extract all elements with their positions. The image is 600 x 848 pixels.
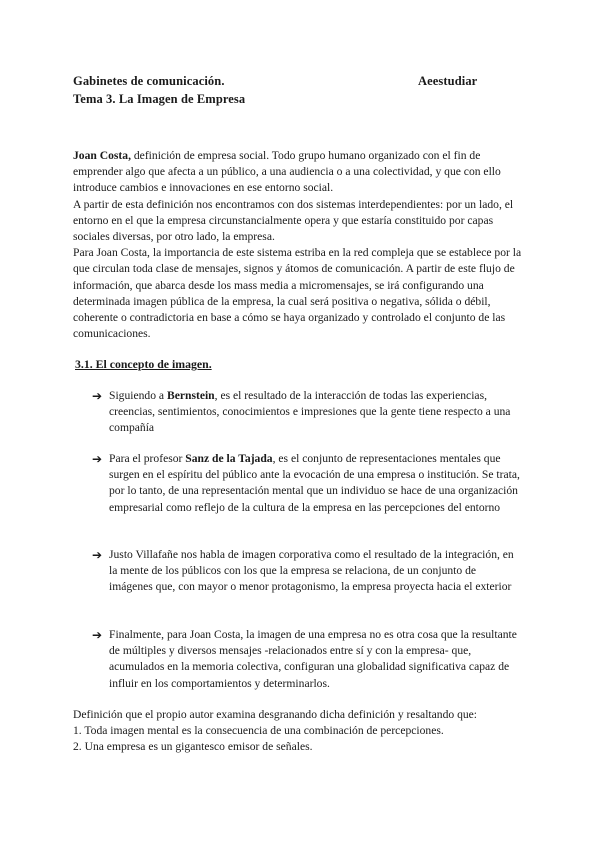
intro-paragraph-1 bbox=[73, 148, 531, 197]
arrow-icon: ➔ bbox=[92, 628, 103, 642]
closing-item-1: 1. Toda imagen mental es la consecuencia de una combinación de percepciones. bbox=[73, 724, 444, 738]
course-title: Gabinetes de comunicación. bbox=[73, 74, 225, 88]
closing-text bbox=[73, 707, 543, 756]
arrow-icon: ➔ bbox=[92, 548, 103, 562]
arrow-icon: ➔ bbox=[92, 452, 103, 466]
closing-intro: Definición que el propio autor examina desgranando dicha definición y resaltando que: bbox=[73, 708, 478, 721]
arrow-icon: ➔ bbox=[92, 389, 103, 403]
intro-paragraph-1-text: definición de empresa social. Todo grupo humano organizado con el fin de emprender algo que afecta a un público, a una audiencia o a una colectividad, y que con ello introduce cambios e innovaciones en ese entorno social. bbox=[73, 149, 501, 195]
bullet-item bbox=[92, 627, 522, 692]
topic-title: Tema 3. La Imagen de Empresa bbox=[73, 92, 246, 106]
bullet-item bbox=[92, 547, 522, 596]
bullet-text: Para el profesor Sanz de la Tajada, es el conjunto de representaciones mentales que surgen en el espíritu del público ante la evocación de una empresa o institución. Se trata, por lo tanto, de una representación mental que un individuo se hace de una organización empresarial como reflejo de la cultura de la empresa en las percepciones del entorno bbox=[109, 452, 520, 514]
section-heading: 3.1. El concepto de imagen. bbox=[75, 357, 212, 371]
bullet-text: Finalmente, para Joan Costa, la imagen de una empresa no es otra cosa que la resultante de múltiples y diversos mensajes -relacionados entre sí y con la empresa- que, acumulados en la memoria colectiva, configuran una globalidad significativa capaz de influir en los comportamientos y determinarlos. bbox=[109, 628, 517, 690]
source-name: Aeestudiar bbox=[418, 74, 478, 88]
bullet-item bbox=[92, 388, 522, 437]
closing-item-2: 2. Una empresa es un gigantesco emisor de señales. bbox=[73, 740, 313, 754]
bullet-item bbox=[92, 451, 522, 516]
bullet-text: Justo Villafañe nos habla de imagen corporativa como el resultado de la integración, en la mente de los públicos con los que la empresa se relaciona, de un conjunto de imágenes que, con mayor o menor protagonismo, la empresa proyecta hacia el exterior bbox=[109, 548, 514, 594]
author-name: Joan Costa, bbox=[73, 149, 131, 162]
intro-paragraph-2: A partir de esta definición nos encontramos con dos sistemas interdependientes: por un lado, el entorno en el que la empresa circunstancialmente opera y que estaría constituido por capas sociales diversas, por otro lado, la empresa. bbox=[73, 197, 514, 244]
bullet-text: Siguiendo a Bernstein, es el resultado de la interacción de todas las experiencias, creencias, sentimientos, conocimientos e impresiones que la gente tiene respecto a una compañía bbox=[109, 389, 511, 435]
intro-paragraph-3: Para Joan Costa, la importancia de este sistema estriba en la red compleja que se establece por la que circulan toda clase de mensajes, signos y átomos de comunicación. A partir de este flujo de información, que abarca desde los mass media a micromensajes, se irá configurando una determinada imagen pública de la empresa, la cual será positiva o negativa, sólida o débil, coherente o contradictoria en base a cómo se haya organizado y controlado el conjunto de las comunicaciones. bbox=[73, 246, 522, 341]
intro-text bbox=[73, 148, 531, 342]
